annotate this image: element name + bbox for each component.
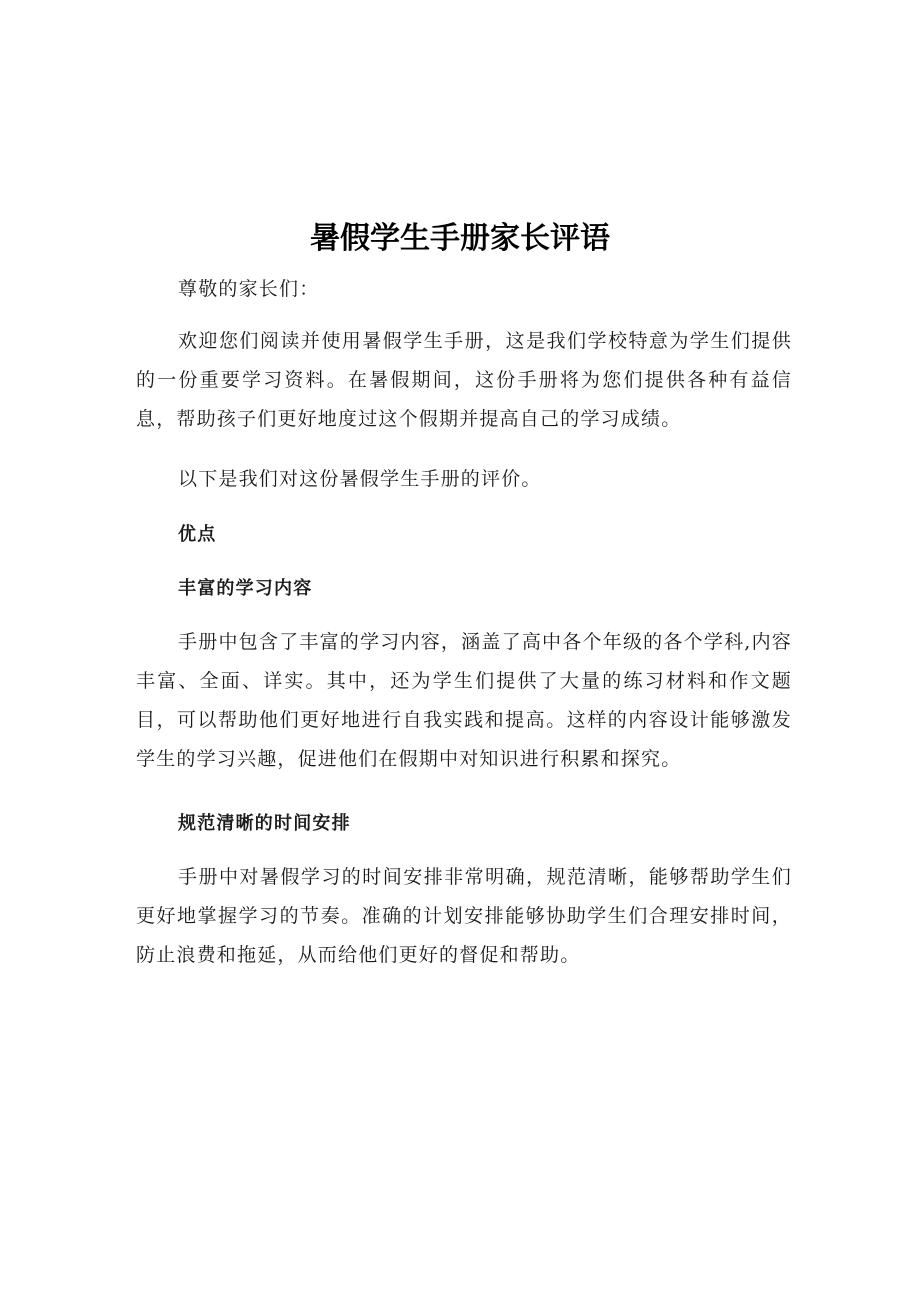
content-heading: 丰富的学习内容 — [178, 578, 313, 599]
intro-paragraph: 欢迎您们阅读并使用暑假学生手册，这是我们学校特意为学生们提供的一份重要学习资料。在暑假期间，这份手册将为您们提供各种有益信息，帮助孩子们更好地度过这个假期并提高自己的学习成绩。 — [136, 330, 792, 430]
advantages-heading: 优点 — [178, 524, 217, 545]
review-paragraph: 以下是我们对这份暑假学生手册的评价。 — [178, 468, 542, 490]
content-paragraph: 手册中包含了丰富的学习内容，涵盖了高中各个年级的各个学科,内容丰富、全面、详实。其中，还为学生们提供了大量的练习材料和作文题目，可以帮助他们更好地进行自我实践和提高。这样的内容设计能够激发学生的学习兴趣，促进他们在假期中对知识进行积累和探究。 — [136, 631, 792, 770]
schedule-heading: 规范清晰的时间安排 — [178, 813, 351, 834]
schedule-paragraph: 手册中对暑假学习的时间安排非常明确，规范清晰，能够帮助学生们更好地掌握学习的节奏。准确的计划安排能够协助学生们合理安排时间，防止浪费和拖延，从而给他们更好的督促和帮助。 — [136, 866, 792, 966]
greeting: 尊敬的家长们： — [178, 278, 320, 300]
document-title: 暑假学生手册家长评语 — [310, 221, 610, 256]
